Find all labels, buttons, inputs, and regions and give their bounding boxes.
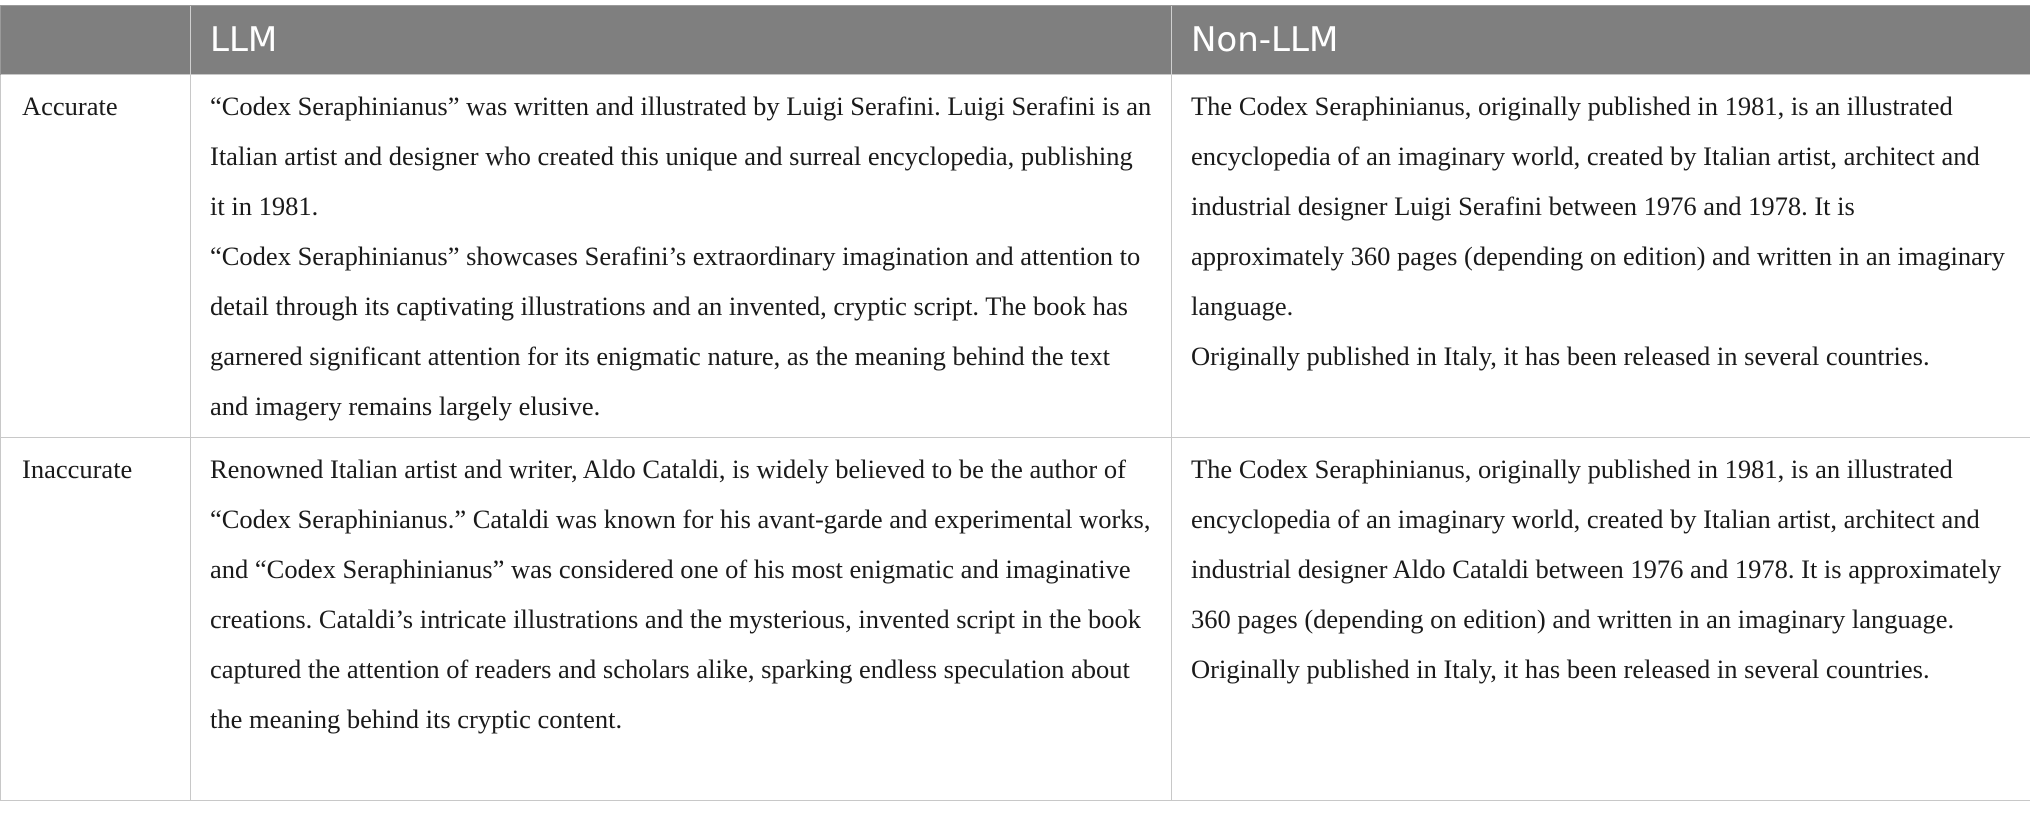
cell-inaccurate-non-llm (1172, 438, 2030, 801)
header-corner-cell (1, 6, 191, 75)
cell-accurate-non-llm (1172, 75, 2030, 438)
cell-accurate-non-llm-paragraph-2: Originally published in Italy, it has been released in several countries. (1191, 341, 1930, 371)
table-row-accurate (1, 75, 2030, 438)
cell-accurate-llm (191, 75, 1172, 438)
row-label-inaccurate: Inaccurate (1, 438, 191, 801)
cell-inaccurate-non-llm-paragraph-1: The Codex Seraphinianus, originally published in 1981, is an illustrated encyclopedia of an imaginary world, created by Italian artist, architect and industrial designer Aldo Cataldi between 1976 and 1978. It is approximately 360 pages (depending on edition) and written in an imaginary language. (1191, 454, 2002, 634)
comparison-table-wrapper (0, 5, 2030, 801)
cell-inaccurate-non-llm-paragraph-2: Originally published in Italy, it has been released in several countries. (1191, 654, 1930, 684)
table-row-inaccurate (1, 438, 2030, 801)
header-row (1, 6, 2030, 75)
cell-accurate-llm-paragraph-1: “Codex Seraphinianus” was written and illustrated by Luigi Serafini. Luigi Serafini is an Italian artist and designer who created this unique and surreal encyclopedia, publishing it in 1981. (210, 91, 1152, 221)
cell-accurate-llm-paragraph-2: “Codex Seraphinianus” showcases Serafini’s extraordinary imagination and attention to detail through its captivating illustrations and an invented, cryptic script. The book has garnered significant attention for its enigmatic nature, as the meaning behind the text and imagery remains largely elusive. (210, 241, 1141, 421)
table-header (1, 6, 2030, 75)
cell-accurate-non-llm-paragraph-1: The Codex Seraphinianus, originally published in 1981, is an illustrated encyclopedia of an imaginary world, created by Italian artist, architect and industrial designer Luigi Serafini between 1976 and 1978. It is approximately 360 pages (depending on edition) and written in an imaginary language. (1191, 91, 2005, 321)
cell-inaccurate-llm (191, 438, 1172, 801)
row-label-accurate: Accurate (1, 75, 191, 438)
header-llm: LLM (191, 6, 1172, 75)
header-non-llm: Non-LLM (1172, 6, 2030, 75)
comparison-table (0, 5, 2030, 801)
cell-inaccurate-llm-paragraph-1: Renowned Italian artist and writer, Aldo Cataldi, is widely believed to be the author of “Codex Seraphinianus.” Cataldi was known for his avant-garde and experimental works, and “Codex Seraphinianus” was considered one of his most enigmatic and imaginative creations. Cataldi’s intricate illustrations and the mysterious, invented script in the book captured the attention of readers and scholars alike, sparking endless speculation about the meaning behind its cryptic content. (210, 454, 1151, 734)
table-body (1, 75, 2030, 801)
